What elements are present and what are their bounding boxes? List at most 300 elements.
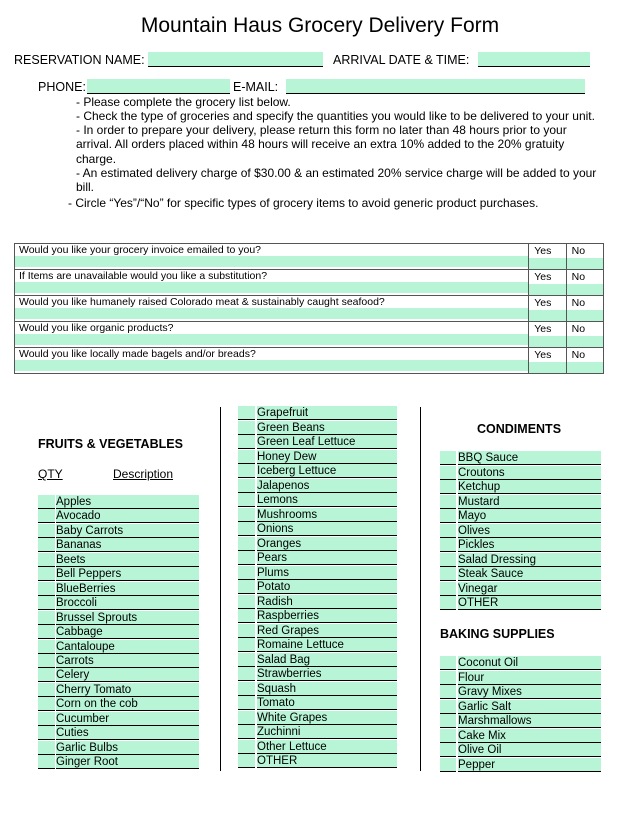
quantity-field[interactable] xyxy=(238,406,255,420)
item-label: Beets xyxy=(56,553,86,566)
grocery-item xyxy=(38,741,199,755)
item-label: Pepper xyxy=(458,758,496,771)
quantity-field[interactable] xyxy=(238,522,255,536)
item-label: Pickles xyxy=(458,539,495,551)
no-cell[interactable] xyxy=(566,270,603,296)
item-label: Garlic Bulbs xyxy=(56,741,118,754)
item-field[interactable] xyxy=(56,625,199,639)
quantity-field[interactable] xyxy=(238,479,255,493)
preference-question-cell xyxy=(15,244,529,270)
quantity-field[interactable] xyxy=(238,464,255,478)
quantity-field[interactable] xyxy=(440,743,456,757)
item-field[interactable] xyxy=(257,580,397,594)
item-label: Cherry Tomato xyxy=(56,683,132,696)
item-label: Mushrooms xyxy=(257,508,318,521)
quantity-field[interactable] xyxy=(38,741,55,755)
preference-question-cell xyxy=(15,322,529,348)
grocery-item xyxy=(238,638,397,652)
grocery-item xyxy=(38,712,199,726)
qty-header: QTY xyxy=(38,467,63,481)
grocery-item xyxy=(440,729,601,743)
item-label: Ginger Root xyxy=(56,756,119,769)
reservation-name-label: RESERVATION NAME: xyxy=(14,53,145,67)
quantity-field[interactable] xyxy=(38,654,55,668)
item-field[interactable] xyxy=(56,611,199,625)
grocery-item xyxy=(440,700,601,714)
grocery-item xyxy=(38,683,199,697)
baking-supplies-heading: BAKING SUPPLIES xyxy=(440,627,555,641)
preference-question-cell xyxy=(15,296,529,322)
grocery-item xyxy=(440,524,601,538)
grocery-item xyxy=(38,611,199,625)
grocery-item xyxy=(38,582,199,596)
preferences-table xyxy=(14,243,604,374)
item-field[interactable] xyxy=(257,421,397,435)
grocery-item xyxy=(440,495,601,509)
item-field[interactable] xyxy=(458,758,601,772)
quantity-field[interactable] xyxy=(38,567,55,581)
yes-strip xyxy=(529,258,565,269)
item-label: Plums xyxy=(257,566,289,579)
item-field[interactable] xyxy=(458,671,601,685)
quantity-field[interactable] xyxy=(38,726,55,740)
item-label: Apples xyxy=(56,496,92,508)
quantity-field[interactable] xyxy=(440,451,456,465)
quantity-field[interactable] xyxy=(238,667,255,681)
grocery-item xyxy=(238,450,397,464)
grocery-item xyxy=(440,466,601,480)
instruction-line: - Please complete the grocery list below. xyxy=(76,95,291,109)
quantity-field[interactable] xyxy=(440,714,456,728)
no-option[interactable]: No xyxy=(571,297,586,309)
no-strip xyxy=(567,258,603,269)
grocery-item xyxy=(440,656,601,670)
quantity-field[interactable] xyxy=(440,685,456,699)
item-field[interactable] xyxy=(458,466,601,480)
no-option[interactable]: No xyxy=(571,271,586,283)
quantity-field[interactable] xyxy=(440,582,456,596)
grocery-item xyxy=(440,480,601,494)
phone-label: PHONE: xyxy=(38,80,86,94)
quantity-field[interactable] xyxy=(38,683,55,697)
item-label: Oranges xyxy=(257,537,302,550)
item-field[interactable] xyxy=(257,725,397,739)
grocery-item xyxy=(238,609,397,623)
grocery-item xyxy=(38,755,199,769)
item-label: OTHER xyxy=(257,755,298,767)
item-label: Carrots xyxy=(56,654,94,667)
quantity-field[interactable] xyxy=(238,551,255,565)
item-label: Cucumber xyxy=(56,712,110,725)
item-label: Radish xyxy=(257,595,293,608)
item-field[interactable] xyxy=(257,493,397,507)
instruction-line: bill. xyxy=(76,180,95,194)
item-field[interactable] xyxy=(257,740,397,754)
preference-question-cell xyxy=(15,348,529,374)
quantity-field[interactable] xyxy=(238,508,255,522)
item-field[interactable] xyxy=(56,567,199,581)
item-field[interactable] xyxy=(458,685,601,699)
item-field[interactable] xyxy=(56,726,199,740)
quantity-field[interactable] xyxy=(38,712,55,726)
quantity-field[interactable] xyxy=(38,697,55,711)
item-field[interactable] xyxy=(458,729,601,743)
no-cell[interactable] xyxy=(566,322,603,348)
quantity-field[interactable] xyxy=(238,609,255,623)
grocery-item xyxy=(238,754,397,768)
item-field[interactable] xyxy=(257,696,397,710)
form-title: Mountain Haus Grocery Delivery Form xyxy=(140,14,500,37)
instruction-line: - Check the type of groceries and specify the quantities you would like to be delivered to your unit. xyxy=(76,109,595,123)
quantity-field[interactable] xyxy=(38,524,55,538)
item-label: Croutons xyxy=(458,466,505,479)
yes-cell[interactable] xyxy=(529,348,566,374)
quantity-field[interactable] xyxy=(38,509,55,523)
preference-question-strip xyxy=(15,282,528,293)
item-field[interactable] xyxy=(257,754,397,768)
no-cell[interactable] xyxy=(566,244,603,270)
item-label: Salad Dressing xyxy=(458,553,536,566)
item-label: Jalapenos xyxy=(257,479,310,492)
quantity-field[interactable] xyxy=(238,421,255,435)
quantity-field[interactable] xyxy=(238,450,255,464)
preference-question: Would you like organic products? xyxy=(19,322,174,333)
item-field[interactable] xyxy=(257,667,397,681)
yes-option[interactable]: Yes xyxy=(534,271,552,283)
item-field[interactable] xyxy=(56,683,199,697)
quantity-field[interactable] xyxy=(238,435,255,449)
grocery-item xyxy=(440,451,601,465)
item-field[interactable] xyxy=(458,582,601,596)
quantity-field[interactable] xyxy=(238,696,255,710)
item-label: Ketchup xyxy=(458,481,501,493)
no-option[interactable]: No xyxy=(571,349,586,361)
quantity-field[interactable] xyxy=(38,640,55,654)
grocery-item xyxy=(38,538,199,552)
grocery-item xyxy=(38,640,199,654)
yes-cell[interactable] xyxy=(529,296,566,322)
item-label: Cake Mix xyxy=(458,729,506,742)
quantity-field[interactable] xyxy=(238,754,255,768)
item-label: Red Grapes xyxy=(257,624,320,637)
quantity-field[interactable] xyxy=(38,668,55,682)
quantity-field[interactable] xyxy=(238,638,255,652)
grocery-item xyxy=(440,685,601,699)
item-field[interactable] xyxy=(56,509,199,523)
grocery-item xyxy=(38,509,199,523)
quantity-field[interactable] xyxy=(38,582,55,596)
item-field[interactable] xyxy=(257,406,397,420)
quantity-field[interactable] xyxy=(38,553,55,567)
yes-strip xyxy=(529,362,565,373)
arrival-date-time-field[interactable] xyxy=(478,52,590,67)
quantity-field[interactable] xyxy=(440,495,456,509)
item-field[interactable] xyxy=(257,682,397,696)
grocery-item xyxy=(38,495,199,509)
no-strip xyxy=(567,310,603,321)
quantity-field[interactable] xyxy=(440,480,456,494)
reservation-name-field[interactable] xyxy=(148,52,323,67)
preference-question: Would you like your grocery invoice emailed to you? xyxy=(19,244,262,255)
grocery-item xyxy=(238,493,397,507)
item-label: Pears xyxy=(257,552,288,564)
grocery-item xyxy=(238,740,397,754)
item-field[interactable] xyxy=(56,495,199,509)
item-field[interactable] xyxy=(458,567,601,581)
quantity-field[interactable] xyxy=(38,538,55,552)
item-label: Lemons xyxy=(257,494,298,506)
quantity-field[interactable] xyxy=(38,596,55,610)
item-label: Avocado xyxy=(56,510,101,523)
item-field[interactable] xyxy=(56,640,199,654)
grocery-item xyxy=(440,553,601,567)
item-field[interactable] xyxy=(56,755,199,769)
grocery-item xyxy=(238,667,397,681)
grocery-item xyxy=(238,711,397,725)
item-label: Olives xyxy=(458,524,490,537)
grocery-item xyxy=(238,580,397,594)
quantity-field[interactable] xyxy=(440,567,456,581)
item-label: Flour xyxy=(458,671,485,684)
fruits-vegetables-heading: FRUITS & VEGETABLES xyxy=(38,437,183,451)
item-label: Strawberries xyxy=(257,668,322,680)
quantity-field[interactable] xyxy=(440,524,456,538)
quantity-field[interactable] xyxy=(440,538,456,552)
item-field[interactable] xyxy=(257,609,397,623)
item-field[interactable] xyxy=(257,508,397,522)
item-field[interactable] xyxy=(257,653,397,667)
item-field[interactable] xyxy=(257,638,397,652)
quantity-field[interactable] xyxy=(440,671,456,685)
quantity-field[interactable] xyxy=(440,466,456,480)
grocery-item xyxy=(440,582,601,596)
item-label: Honey Dew xyxy=(257,450,317,463)
item-label: Mustard xyxy=(458,495,500,508)
grocery-item xyxy=(38,697,199,711)
preference-question-strip xyxy=(15,334,528,345)
quantity-field[interactable] xyxy=(440,700,456,714)
item-label: Bell Peppers xyxy=(56,568,122,581)
item-label: Tomato xyxy=(257,697,295,709)
instruction-circle-note: - Circle “Yes”/“No” for specific types of grocery items to avoid generic product purchases. xyxy=(68,196,539,210)
quantity-field[interactable] xyxy=(238,725,255,739)
grocery-item xyxy=(238,464,397,478)
grocery-item xyxy=(238,595,397,609)
phone-field[interactable] xyxy=(87,79,230,94)
grocery-item xyxy=(238,522,397,536)
item-label: Raspberries xyxy=(257,610,319,622)
item-field[interactable] xyxy=(56,654,199,668)
item-label: Marshmallows xyxy=(458,715,532,727)
quantity-field[interactable] xyxy=(440,596,456,610)
grocery-item xyxy=(38,726,199,740)
grocery-item xyxy=(38,596,199,610)
preference-row xyxy=(15,322,604,348)
item-label: Celery xyxy=(56,669,90,682)
grocery-item xyxy=(38,553,199,567)
quantity-field[interactable] xyxy=(440,553,456,567)
quantity-field[interactable] xyxy=(238,682,255,696)
item-label: Broccoli xyxy=(56,597,97,610)
yes-cell[interactable] xyxy=(529,322,566,348)
item-field[interactable] xyxy=(257,450,397,464)
quantity-field[interactable] xyxy=(238,595,255,609)
grocery-item xyxy=(238,406,397,420)
item-field[interactable] xyxy=(257,479,397,493)
item-label: Cabbage xyxy=(56,626,103,639)
grocery-item xyxy=(238,566,397,580)
item-field[interactable] xyxy=(458,495,601,509)
yes-cell[interactable] xyxy=(529,270,566,296)
quantity-field[interactable] xyxy=(238,580,255,594)
grocery-item xyxy=(238,508,397,522)
item-label: Potato xyxy=(257,581,291,593)
email-label: E-MAIL: xyxy=(233,80,279,94)
grocery-item xyxy=(238,696,397,710)
preference-question-cell xyxy=(15,270,529,296)
grocery-item xyxy=(440,671,601,685)
item-field[interactable] xyxy=(257,522,397,536)
preference-question: Would you like locally made bagels and/or breads? xyxy=(19,348,256,359)
grocery-item xyxy=(440,567,601,581)
quantity-field[interactable] xyxy=(238,624,255,638)
condiments-heading: CONDIMENTS xyxy=(477,422,562,436)
quantity-field[interactable] xyxy=(38,625,55,639)
preference-row xyxy=(15,244,604,270)
item-label: Romaine Lettuce xyxy=(257,639,344,651)
preference-question: Would you like humanely raised Colorado meat & sustainably caught seafood? xyxy=(19,296,385,307)
yes-cell[interactable] xyxy=(529,244,566,270)
item-field[interactable] xyxy=(458,553,601,567)
grocery-item xyxy=(238,725,397,739)
yes-option[interactable]: Yes xyxy=(534,297,552,309)
quantity-field[interactable] xyxy=(238,653,255,667)
description-header: Description xyxy=(113,467,174,481)
quantity-field[interactable] xyxy=(38,611,55,625)
item-label: BlueBerries xyxy=(56,582,116,595)
item-field[interactable] xyxy=(56,524,199,538)
item-field[interactable] xyxy=(458,714,601,728)
item-field[interactable] xyxy=(458,596,601,610)
item-field[interactable] xyxy=(56,596,199,610)
item-field[interactable] xyxy=(56,582,199,596)
grocery-item xyxy=(440,758,601,772)
quantity-field[interactable] xyxy=(38,495,55,509)
quantity-field[interactable] xyxy=(38,755,55,769)
quantity-field[interactable] xyxy=(238,711,255,725)
yes-strip xyxy=(529,284,565,295)
grocery-item xyxy=(440,538,601,552)
no-option[interactable]: No xyxy=(571,323,586,335)
item-field[interactable] xyxy=(458,743,601,757)
item-field[interactable] xyxy=(458,509,601,523)
grocery-item xyxy=(238,435,397,449)
instruction-line: arrival. All orders placed within 48 hours will receive an extra 10% added to the 20% gratuity xyxy=(76,137,565,151)
item-field[interactable] xyxy=(458,451,601,465)
yes-strip xyxy=(529,336,565,347)
item-field[interactable] xyxy=(458,524,601,538)
grocery-item xyxy=(440,743,601,757)
item-field[interactable] xyxy=(257,464,397,478)
column-divider xyxy=(220,407,221,771)
no-strip xyxy=(567,336,603,347)
item-field[interactable] xyxy=(56,741,199,755)
item-label: Onions xyxy=(257,523,294,535)
quantity-field[interactable] xyxy=(440,509,456,523)
grocery-item xyxy=(38,524,199,538)
item-label: White Grapes xyxy=(257,711,328,724)
instruction-line: - In order to prepare your delivery, please return this form no later than 48 hours prior to your xyxy=(76,123,567,137)
item-label: Zuchinni xyxy=(257,726,301,738)
yes-option[interactable]: Yes xyxy=(534,245,552,257)
item-label: OTHER xyxy=(458,597,499,609)
item-field[interactable] xyxy=(257,435,397,449)
grocery-item xyxy=(440,714,601,728)
preference-row xyxy=(15,270,604,296)
item-label: Grapefruit xyxy=(257,407,309,419)
item-label: Gravy Mixes xyxy=(458,686,522,698)
preference-question-strip xyxy=(15,360,528,371)
item-field[interactable] xyxy=(257,711,397,725)
yes-option[interactable]: Yes xyxy=(534,323,552,335)
item-field[interactable] xyxy=(257,566,397,580)
column-divider xyxy=(420,407,421,771)
instruction-line: - An estimated delivery charge of $30.00 & an estimated 20% service charge will be added to your xyxy=(76,166,597,180)
arrival-date-time-label: ARRIVAL DATE & TIME: xyxy=(333,53,470,67)
item-label: Cuties xyxy=(56,727,89,740)
yes-strip xyxy=(529,310,565,321)
item-field[interactable] xyxy=(458,480,601,494)
item-label: Green Beans xyxy=(257,421,325,434)
item-field[interactable] xyxy=(56,538,199,552)
no-cell[interactable] xyxy=(566,296,603,322)
item-label: Coconut Oil xyxy=(458,657,519,669)
item-field[interactable] xyxy=(257,624,397,638)
quantity-field[interactable] xyxy=(238,537,255,551)
no-option[interactable]: No xyxy=(571,245,586,257)
item-label: Garlic Salt xyxy=(458,700,512,713)
quantity-field[interactable] xyxy=(440,729,456,743)
no-cell[interactable] xyxy=(566,348,603,374)
item-label: Green Leaf Lettuce xyxy=(257,436,356,448)
item-field[interactable] xyxy=(458,700,601,714)
yes-option[interactable]: Yes xyxy=(534,349,552,361)
item-field[interactable] xyxy=(257,595,397,609)
quantity-field[interactable] xyxy=(440,656,456,670)
item-field[interactable] xyxy=(56,712,199,726)
item-label: Mayo xyxy=(458,510,487,522)
preference-question-strip xyxy=(15,308,528,319)
item-field[interactable] xyxy=(257,537,397,551)
email-field[interactable] xyxy=(286,79,585,94)
quantity-field[interactable] xyxy=(440,758,456,772)
grocery-item xyxy=(238,624,397,638)
item-field[interactable] xyxy=(56,553,199,567)
item-field[interactable] xyxy=(458,538,601,552)
item-label: Bananas xyxy=(56,539,102,552)
quantity-field[interactable] xyxy=(238,740,255,754)
item-field[interactable] xyxy=(56,668,199,682)
item-field[interactable] xyxy=(257,551,397,565)
quantity-field[interactable] xyxy=(238,493,255,507)
no-strip xyxy=(567,362,603,373)
instruction-line: charge. xyxy=(76,152,117,166)
quantity-field[interactable] xyxy=(238,566,255,580)
item-field[interactable] xyxy=(458,656,601,670)
item-label: BBQ Sauce xyxy=(458,452,519,464)
grocery-item xyxy=(238,421,397,435)
item-field[interactable] xyxy=(56,697,199,711)
